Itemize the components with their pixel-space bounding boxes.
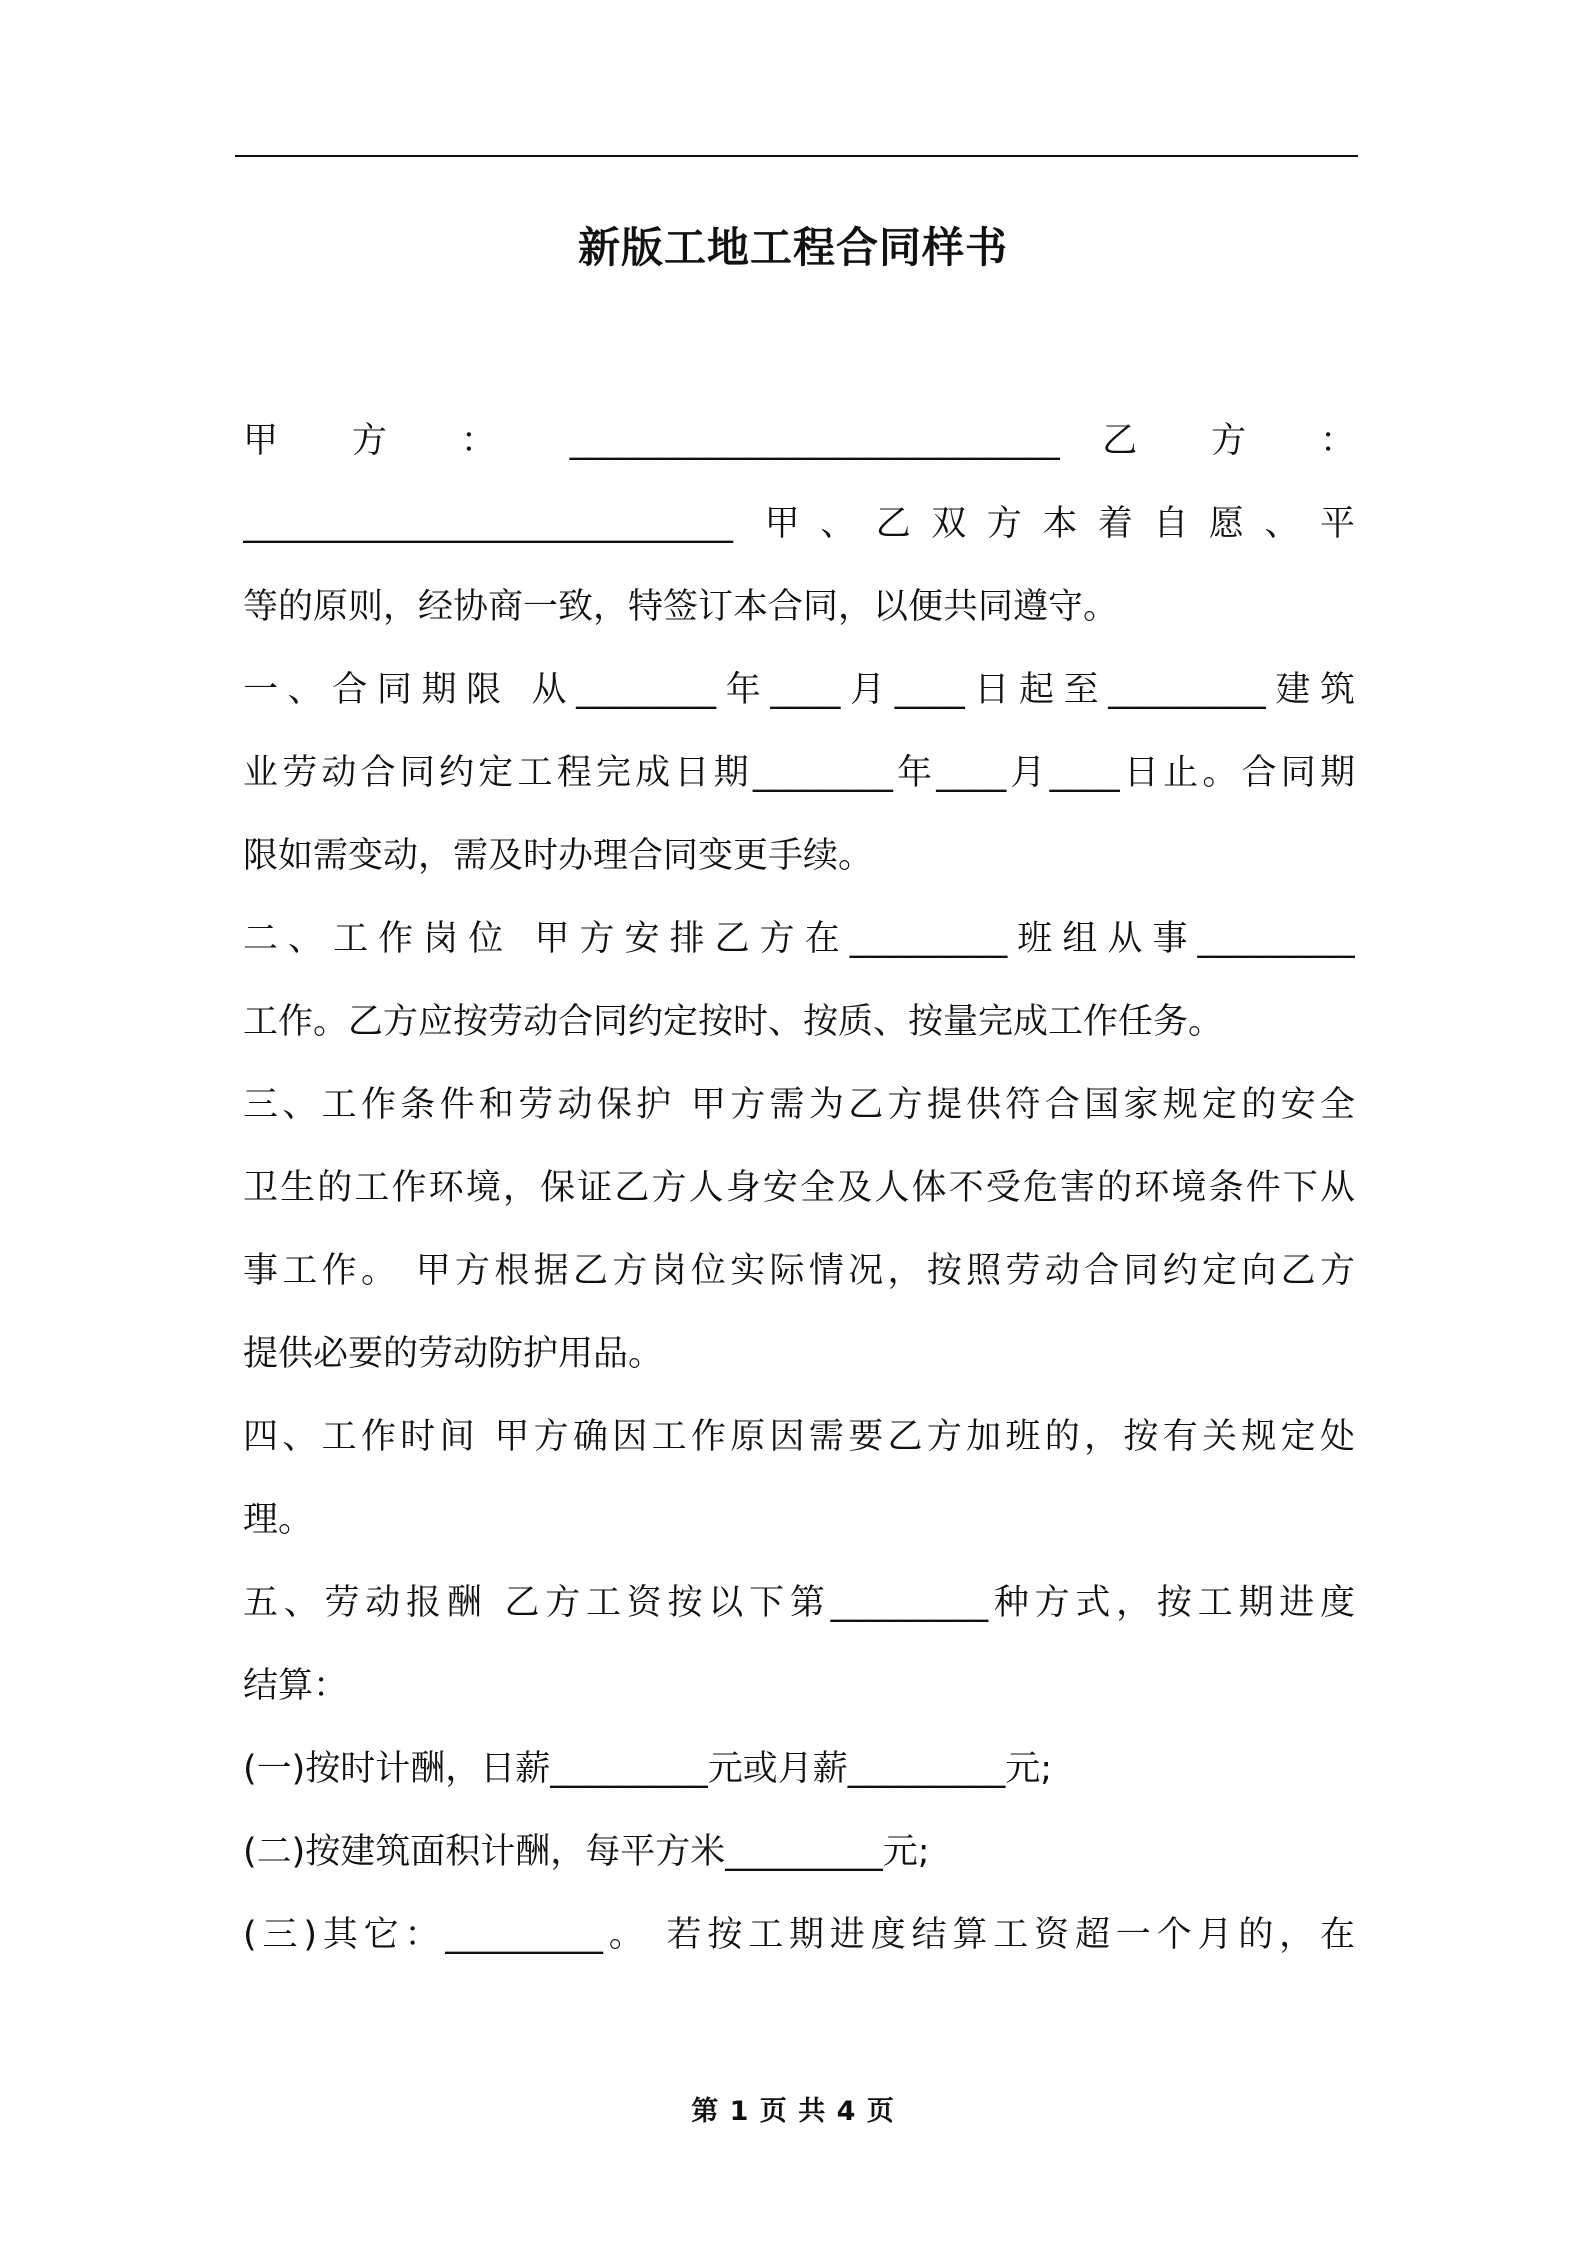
text-line: 等的原则，经协商一致，特签订本合同，以便共同遵守。 <box>243 587 1119 627</box>
header-rule <box>235 155 1358 157</box>
text-line: (三)其它：_________。 若按工期进度结算工资超一个月的，在 <box>243 1915 1355 1955</box>
text-line: 结算： <box>243 1666 349 1706</box>
text-line: 二、工作岗位 甲方安排乙方在_________班组从事_________ <box>243 919 1355 959</box>
text-line: 三、工作条件和劳动保护 甲方需为乙方提供符合国家规定的安全 <box>243 1085 1355 1125</box>
document-title: 新版工地工程合同样书 <box>577 223 1008 272</box>
text-line: 五、劳动报酬 乙方工资按以下第_________种方式，按工期进度 <box>243 1583 1355 1623</box>
text-line: 一、合同期限 从________年____月____日起至_________建筑 <box>243 670 1355 710</box>
text-line: 甲 方 ： ____________________________ 乙 方 ： <box>243 421 1355 461</box>
page-number: 第 1 页 共 4 页 <box>691 2096 895 2127</box>
contract-body <box>243 400 1355 1977</box>
text-line: 事工作。 甲方根据乙方岗位实际情况，按照劳动合同约定向乙方 <box>243 1251 1355 1291</box>
text-line: 四、工作时间 甲方确因工作原因需要乙方加班的，按有关规定处 <box>243 1417 1355 1457</box>
text-line: 提供必要的劳动防护用品。 <box>243 1334 664 1374</box>
text-line: 理。 <box>243 1500 314 1540</box>
text-line: ____________________________ 甲、乙双方本着自愿、平 <box>243 504 1355 544</box>
text-line: 限如需变动，需及时办理合同变更手续。 <box>243 836 874 876</box>
text-line: (一)按时计酬，日薪_________元或月薪_________元; <box>243 1749 1053 1789</box>
text-line: 业劳动合同约定工程完成日期________年____月____日止。合同期 <box>243 753 1355 793</box>
text-line: (二)按建筑面积计酬，每平方米_________元; <box>243 1832 930 1872</box>
text-line: 卫生的工作环境，保证乙方人身安全及人体不受危害的环境条件下从 <box>243 1168 1355 1208</box>
text-line: 工作。乙方应按劳动合同约定按时、按质、按量完成工作任务。 <box>243 1002 1224 1042</box>
